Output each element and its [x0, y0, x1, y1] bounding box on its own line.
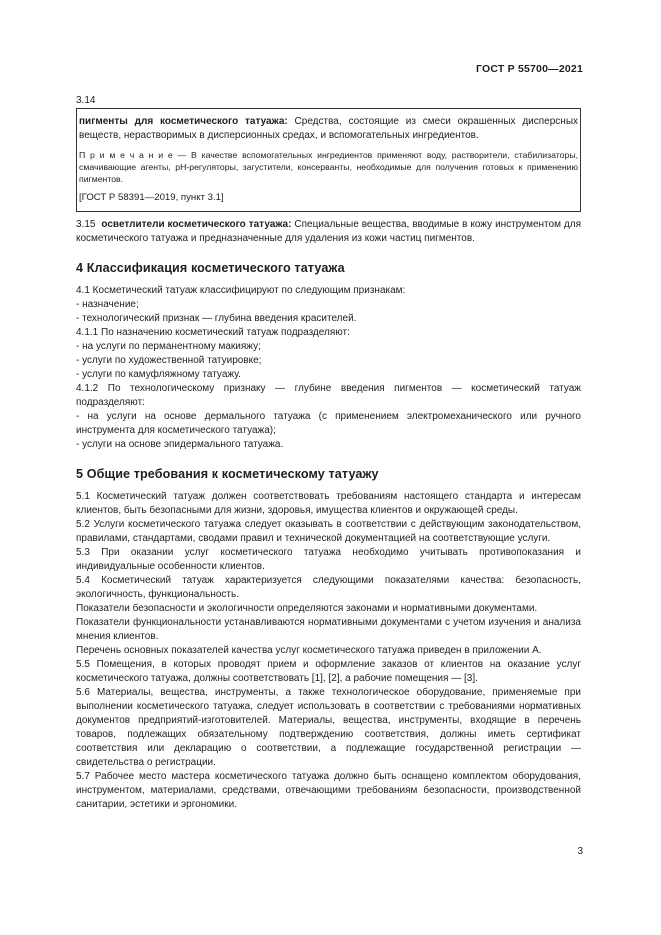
term-name: пигменты для косметического татуажа:	[79, 116, 288, 127]
paragraph: Показатели безопасности и экологичности определяются законами и нормативными документами.	[76, 603, 538, 614]
paragraph: 4.1.2 По технологическому признаку — глубине введения пигментов — косметический татуаж подразделяют:	[76, 383, 581, 408]
section-5-heading: 5 Общие требования к косметическому татуажу	[76, 467, 379, 481]
term-source: [ГОСТ Р 58391—2019, пункт 3.1]	[79, 192, 224, 203]
paragraph: 5.7 Рабочее место мастера косметического татуажа должно быть оснащено комплектом оборудования, инструментом, материалами, средствами, отвечающими требованиям безопасности, производственной санитарии, эстетики и эргономики.	[76, 771, 581, 810]
paragraph: 5.1 Косметический татуаж должен соответствовать требованиям настоящего стандарта и интересам клиентов, быть безопасными для жизни, здоровья, имущества клиентов и окружающей среды.	[76, 491, 581, 516]
term-text: Средства, состоящие из смеси окрашенных дисперсных веществ, нерастворимых в дисперсионных средах, и вспомогательных ингредиентов.	[79, 116, 579, 141]
paragraph: 4.1.1 По назначению косметический татуаж подразделяют:	[76, 327, 350, 338]
term-definition-box	[76, 108, 581, 212]
list-item: - назначение;	[76, 299, 139, 310]
paragraph: 5.3 При оказании услуг косметического татуажа необходимо учитывать противопоказания и индивидуальные особенности клиентов.	[76, 547, 581, 572]
standard-code: ГОСТ Р 55700—2021	[475, 63, 583, 75]
list-item: - на услуги на основе дермального татуажа (с применением электромеханического или ручного инструмента для косметического татуажа);	[76, 411, 581, 436]
list-item: - технологический признак — глубина введения красителей.	[76, 313, 357, 324]
term-number-3-15: 3.15	[76, 219, 96, 230]
list-item: - услуги по художественной татуировке;	[76, 355, 262, 366]
section-4-heading: 4 Классификация косметического татуажа	[76, 261, 345, 275]
list-item: - на услуги по перманентному макияжу;	[76, 341, 261, 352]
document-body	[76, 94, 581, 812]
paragraph: Показатели функциональности устанавливаются нормативными документами с учетом изучения и анализа мнения клиентов.	[76, 617, 581, 642]
paragraph: 4.1 Косметический татуаж классифицируют по следующим признакам:	[76, 285, 406, 296]
note-text: — В качестве вспомогательных ингредиентов применяют воду, растворители, стабилизаторы, смачивающие агенты, pH-регуляторы, загустители, консерванты, необходимые для получения готовых к применению пигментов.	[79, 150, 578, 184]
list-item: - услуги на основе эпидермального татуажа.	[76, 439, 284, 450]
paragraph: Перечень основных показателей качества услуг косметического татуажа приведен в приложении А.	[76, 645, 542, 656]
term-definition	[79, 115, 578, 143]
page-number: 3	[577, 846, 583, 857]
paragraph: 5.6 Материалы, вещества, инструменты, а также технологическое оборудование, применяемые при выполнении косметического татуажа, следует использовать в соответствии с требованиями нормативных документов предприятий-изготовителей. Материалы, вещества, инструменты, входящие в перечень товаров, подлежащих обязательному подтверждению соответствия, должны иметь сертификат соответствия или декларацию о соответствии, а подлежащие государственной регистрации — свидетельства о регистрации.	[76, 687, 581, 768]
term-3-15	[76, 218, 581, 246]
term-name-3-15: осветлители косметического татуажа:	[101, 219, 292, 230]
term-note	[79, 149, 578, 185]
list-item: - услуги по камуфляжному татуажу.	[76, 369, 241, 380]
term-number: 3.14	[76, 95, 96, 106]
paragraph: 5.4 Косметический татуаж характеризуется следующими показателями качества: безопасность, экологичность, функциональность.	[76, 575, 581, 600]
section-4-body	[76, 284, 581, 452]
term-text-3-15: Специальные вещества, вводимые в кожу инструментом для косметического татуажа и предназначенные для удаления из кожи частиц пигментов.	[76, 219, 581, 244]
note-label: П р и м е ч а н и е	[79, 150, 173, 160]
paragraph: 5.5 Помещения, в которых проводят прием и оформление заказов от клиентов на оказание услуг косметического татуажа, должны соответствовать [1], [2], а рабочие помещения — [3].	[76, 659, 581, 684]
paragraph: 5.2 Услуги косметического татуажа следует оказывать в соответствии с действующим законодательством, правилами, стандартами, сводами правил и технической документацией на соответствующие услуги.	[76, 519, 581, 544]
section-5-body	[76, 490, 581, 812]
